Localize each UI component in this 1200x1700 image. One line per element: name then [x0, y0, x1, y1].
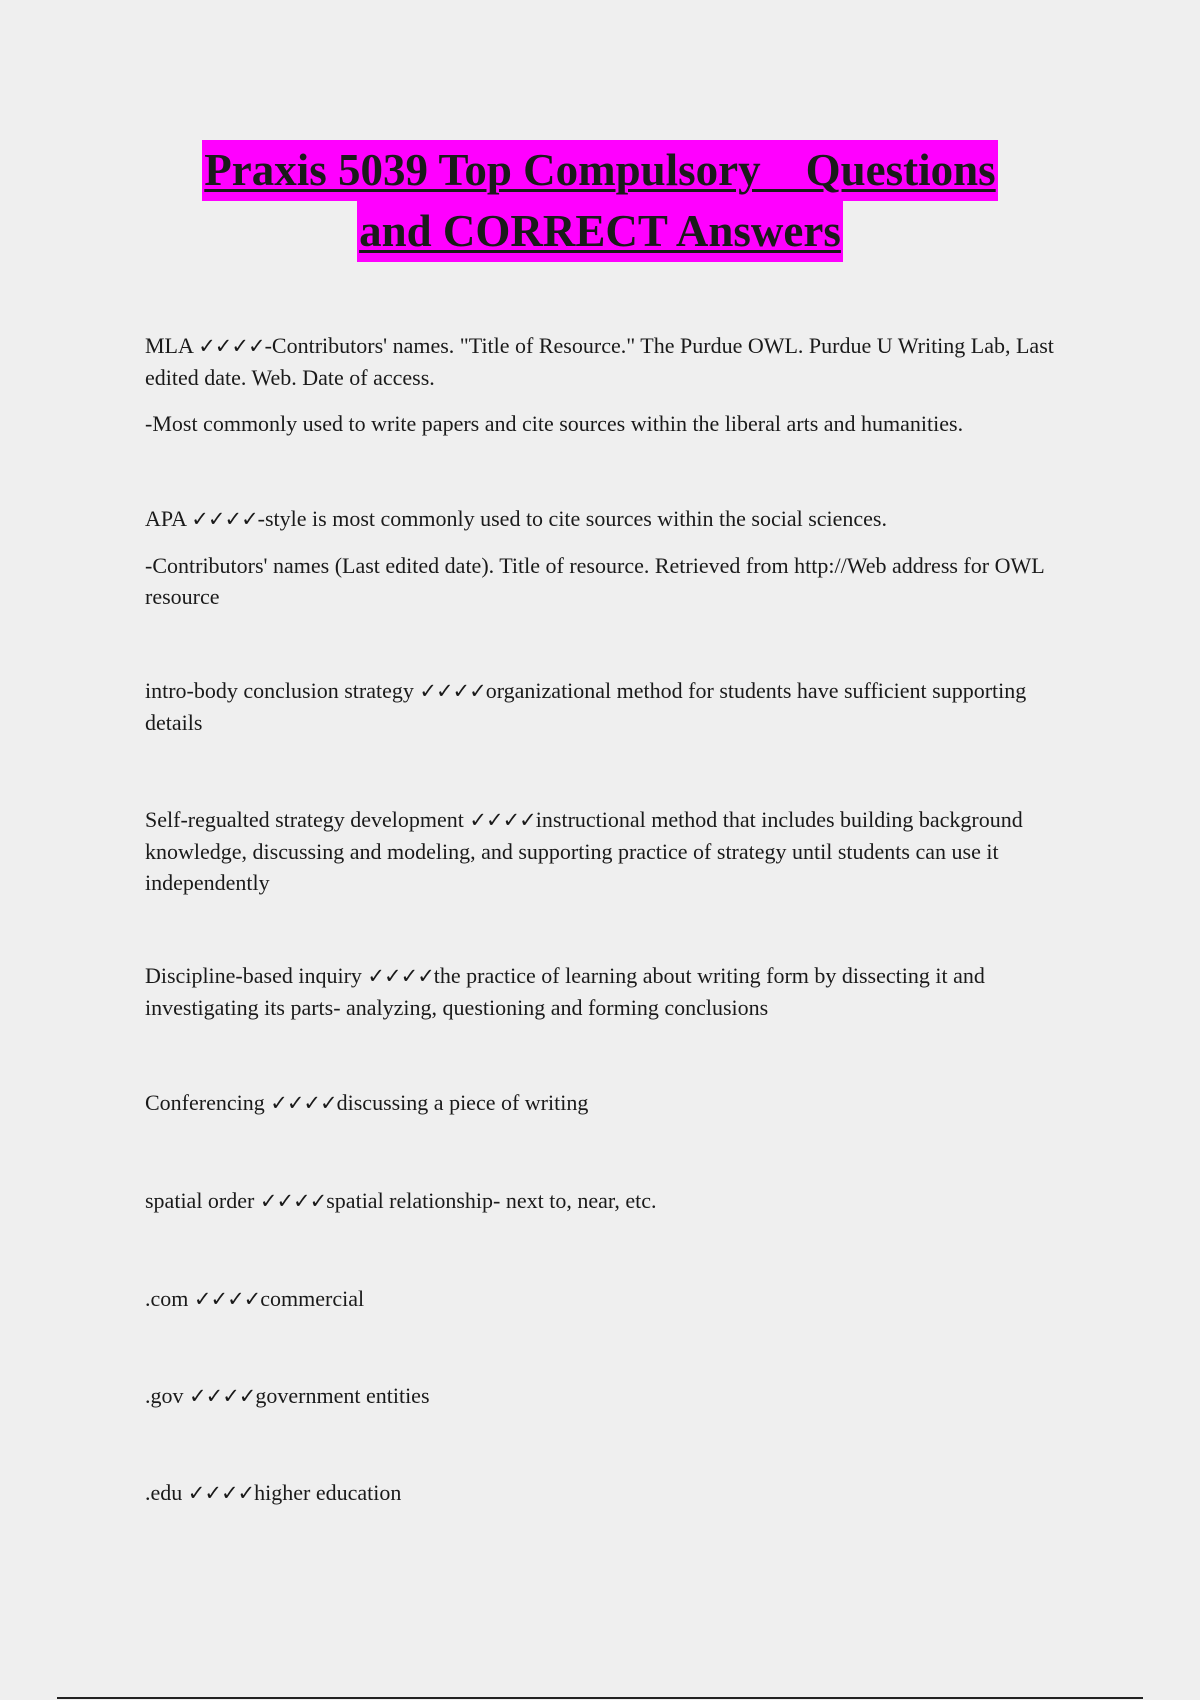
entry-definition: discussing a piece of writing: [336, 1090, 589, 1115]
footer-divider: [57, 1697, 1143, 1699]
entry-term: Discipline-based inquiry: [145, 963, 362, 988]
entry-definition: Contributors' names. "Title of Resource." The Purdue OWL. Purdue U Writing Lab, Last edited date. Web. Date of access.: [145, 333, 1054, 390]
qa-entry: [145, 960, 1065, 1023]
entry-term: APA: [145, 506, 186, 531]
qa-entry-main: [145, 330, 1065, 393]
qa-entry: [145, 503, 1065, 612]
qa-entry: [145, 1380, 430, 1412]
entry-definition: instructional method that includes building background knowledge, discussing and modeling, and supporting practice of strategy until students can use it independently: [145, 807, 1023, 895]
entry-separator: -: [264, 333, 272, 358]
entry-definition: the practice of learning about writing form by dissecting it and investigating its parts- analyzing, questioning and forming conclusions: [145, 963, 985, 1020]
check-marks-icon: ✓✓✓✓: [419, 679, 486, 703]
title-line-1: Praxis 5039 Top Compulsory Questions: [202, 140, 997, 201]
qa-entry-main: [145, 1380, 430, 1412]
entry-term: .com: [145, 1286, 189, 1311]
check-marks-icon: ✓✓✓✓: [193, 1287, 261, 1311]
entry-term: Conferencing: [145, 1090, 265, 1115]
entry-term: .gov: [145, 1383, 184, 1408]
qa-entry: [145, 1087, 588, 1119]
qa-entry-main: [145, 503, 1065, 535]
check-marks-icon: ✓✓✓✓: [187, 1481, 255, 1505]
check-marks-icon: ✓✓✓✓: [189, 1384, 256, 1408]
check-marks-icon: ✓✓✓✓: [469, 808, 536, 832]
qa-entry: [145, 804, 1065, 898]
entry-definition: style is most commonly used to cite sources within the social sciences.: [265, 506, 887, 531]
qa-entry: [145, 1477, 401, 1509]
entry-definition: higher education: [254, 1480, 402, 1505]
qa-entry: [145, 675, 1065, 738]
entry-term: spatial order: [145, 1188, 255, 1213]
check-marks-icon: ✓✓✓✓: [259, 1189, 327, 1213]
entry-definition: organizational method for students have sufficient supporting details: [145, 678, 1027, 735]
qa-entry-main: [145, 1283, 364, 1315]
entry-term: .edu: [145, 1480, 183, 1505]
qa-entry-main: [145, 804, 1065, 898]
entry-term: intro-body conclusion strategy: [145, 678, 414, 703]
document-title: [0, 140, 1200, 262]
check-marks-icon: ✓✓✓✓: [198, 334, 265, 358]
qa-entry-main: [145, 960, 1065, 1023]
entry-definition: spatial relationship- next to, near, etc.: [326, 1188, 657, 1213]
title-line-2: and CORRECT Answers: [357, 201, 843, 262]
check-marks-icon: ✓✓✓✓: [270, 1091, 337, 1115]
qa-entry-main: [145, 675, 1065, 738]
entry-definition: commercial: [260, 1286, 365, 1311]
qa-entry-main: [145, 1477, 401, 1509]
entry-definition: government entities: [255, 1383, 430, 1408]
entry-extra: -Most commonly used to write papers and cite sources within the liberal arts and humanities.: [145, 411, 964, 436]
entry-separator: -: [257, 506, 265, 531]
qa-entry-main: [145, 1087, 588, 1119]
qa-entry-main: [145, 1185, 656, 1217]
qa-entry: [145, 330, 1065, 439]
check-marks-icon: ✓✓✓✓: [191, 507, 258, 531]
entry-term: MLA: [145, 333, 193, 358]
entry-term: Self-regualted strategy development: [145, 807, 464, 832]
check-marks-icon: ✓✓✓✓: [367, 964, 434, 988]
qa-entry: [145, 1185, 656, 1217]
entry-extra: -Contributors' names (Last edited date). Title of resource. Retrieved from http://Web address for OWL resource: [145, 553, 1044, 609]
qa-entry: [145, 1283, 364, 1315]
